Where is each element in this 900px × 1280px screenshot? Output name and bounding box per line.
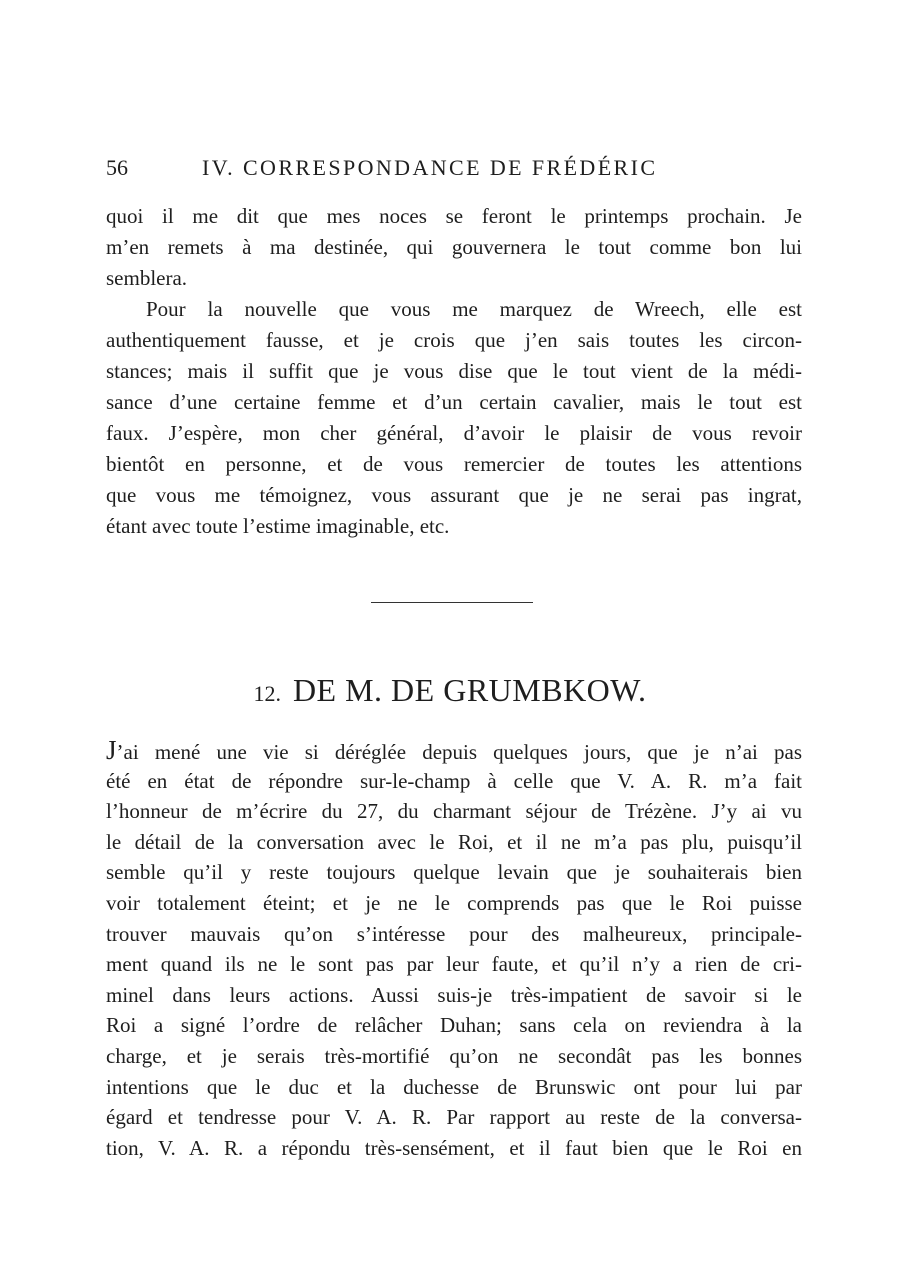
text-line: tion, V. A. R. a répondu très-sensément, et il faut bien que le Roi en bbox=[106, 1135, 802, 1160]
text-line: étant avec toute l’estime imaginable, etc. bbox=[106, 514, 450, 538]
text-line: intentions que le duc et la duchesse de Brunswic ont pour lui par bbox=[106, 1074, 802, 1099]
text-line: stances; mais il suffit que je vous dise que le tout vient de la médi- bbox=[106, 359, 802, 383]
letter-body bbox=[106, 735, 802, 1163]
text-line-rest: ’ai mené une vie si déréglée depuis quelques jours, que je n’ai pas bbox=[116, 740, 802, 764]
section-title: DE M. DE GRUMBKOW. bbox=[292, 672, 647, 708]
running-title: IV. CORRESPONDANCE DE FRÉDÉRIC bbox=[202, 155, 658, 180]
text-line: Roi a signé l’ordre de relâcher Duhan; sans cela on reviendra à la bbox=[106, 1013, 802, 1038]
text-line: ment quand ils ne le sont pas par leur faute, et qu’il n’y a rien de cri- bbox=[106, 952, 802, 977]
text-line: égard et tendresse pour V. A. R. Par rapport au reste de la conversa- bbox=[106, 1105, 802, 1130]
text-line bbox=[106, 735, 802, 766]
text-line: Pour la nouvelle que vous me marquez de Wreech, elle est bbox=[146, 297, 802, 321]
text-line: l’honneur de m’écrire du 27, du charmant séjour de Trézène. J’y ai vu bbox=[106, 799, 802, 824]
page-number: 56 bbox=[106, 155, 128, 180]
continued-text bbox=[106, 201, 802, 542]
text-line: que vous me témoignez, vous assurant que je ne serai pas ingrat, bbox=[106, 483, 802, 507]
text-line: le détail de la conversation avec le Roi, et il ne m’a pas plu, puisqu’il bbox=[106, 829, 802, 854]
text-line: sance d’une certaine femme et d’un certain cavalier, mais le tout est bbox=[106, 390, 802, 414]
section-divider bbox=[371, 602, 533, 603]
text-line: authentiquement fausse, et je crois que j’en sais toutes les circon- bbox=[106, 328, 802, 352]
text-line: m’en remets à ma destinée, qui gouvernera le tout comme bon lui bbox=[106, 235, 802, 259]
text-line: été en état de répondre sur-le-champ à celle que V. A. R. m’a fait bbox=[106, 768, 802, 793]
drop-initial: J bbox=[106, 735, 117, 765]
text-line: charge, et je serais très-mortifié qu’on ne secondât pas les bonnes bbox=[106, 1043, 802, 1068]
text-line: voir totalement éteint; et je ne le comprends pas que le Roi puisse bbox=[106, 890, 802, 915]
section-number: 12. bbox=[253, 681, 281, 706]
text-line: quoi il me dit que mes noces se feront le printemps prochain. Je bbox=[106, 204, 802, 228]
text-line: trouver mauvais qu’on s’intéresse pour des malheureux, principale- bbox=[106, 921, 802, 946]
text-line: faux. J’espère, mon cher général, d’avoir le plaisir de vous revoir bbox=[106, 421, 802, 445]
section-heading bbox=[0, 672, 900, 709]
text-line: bientôt en personne, et de vous remercier de toutes les attentions bbox=[106, 452, 802, 476]
text-line: minel dans leurs actions. Aussi suis-je très-impatient de savoir si le bbox=[106, 982, 802, 1007]
running-head bbox=[106, 155, 806, 181]
text-line: semblera. bbox=[106, 266, 188, 290]
text-line: semble qu’il y reste toujours quelque levain que je souhaiterais bien bbox=[106, 860, 802, 885]
